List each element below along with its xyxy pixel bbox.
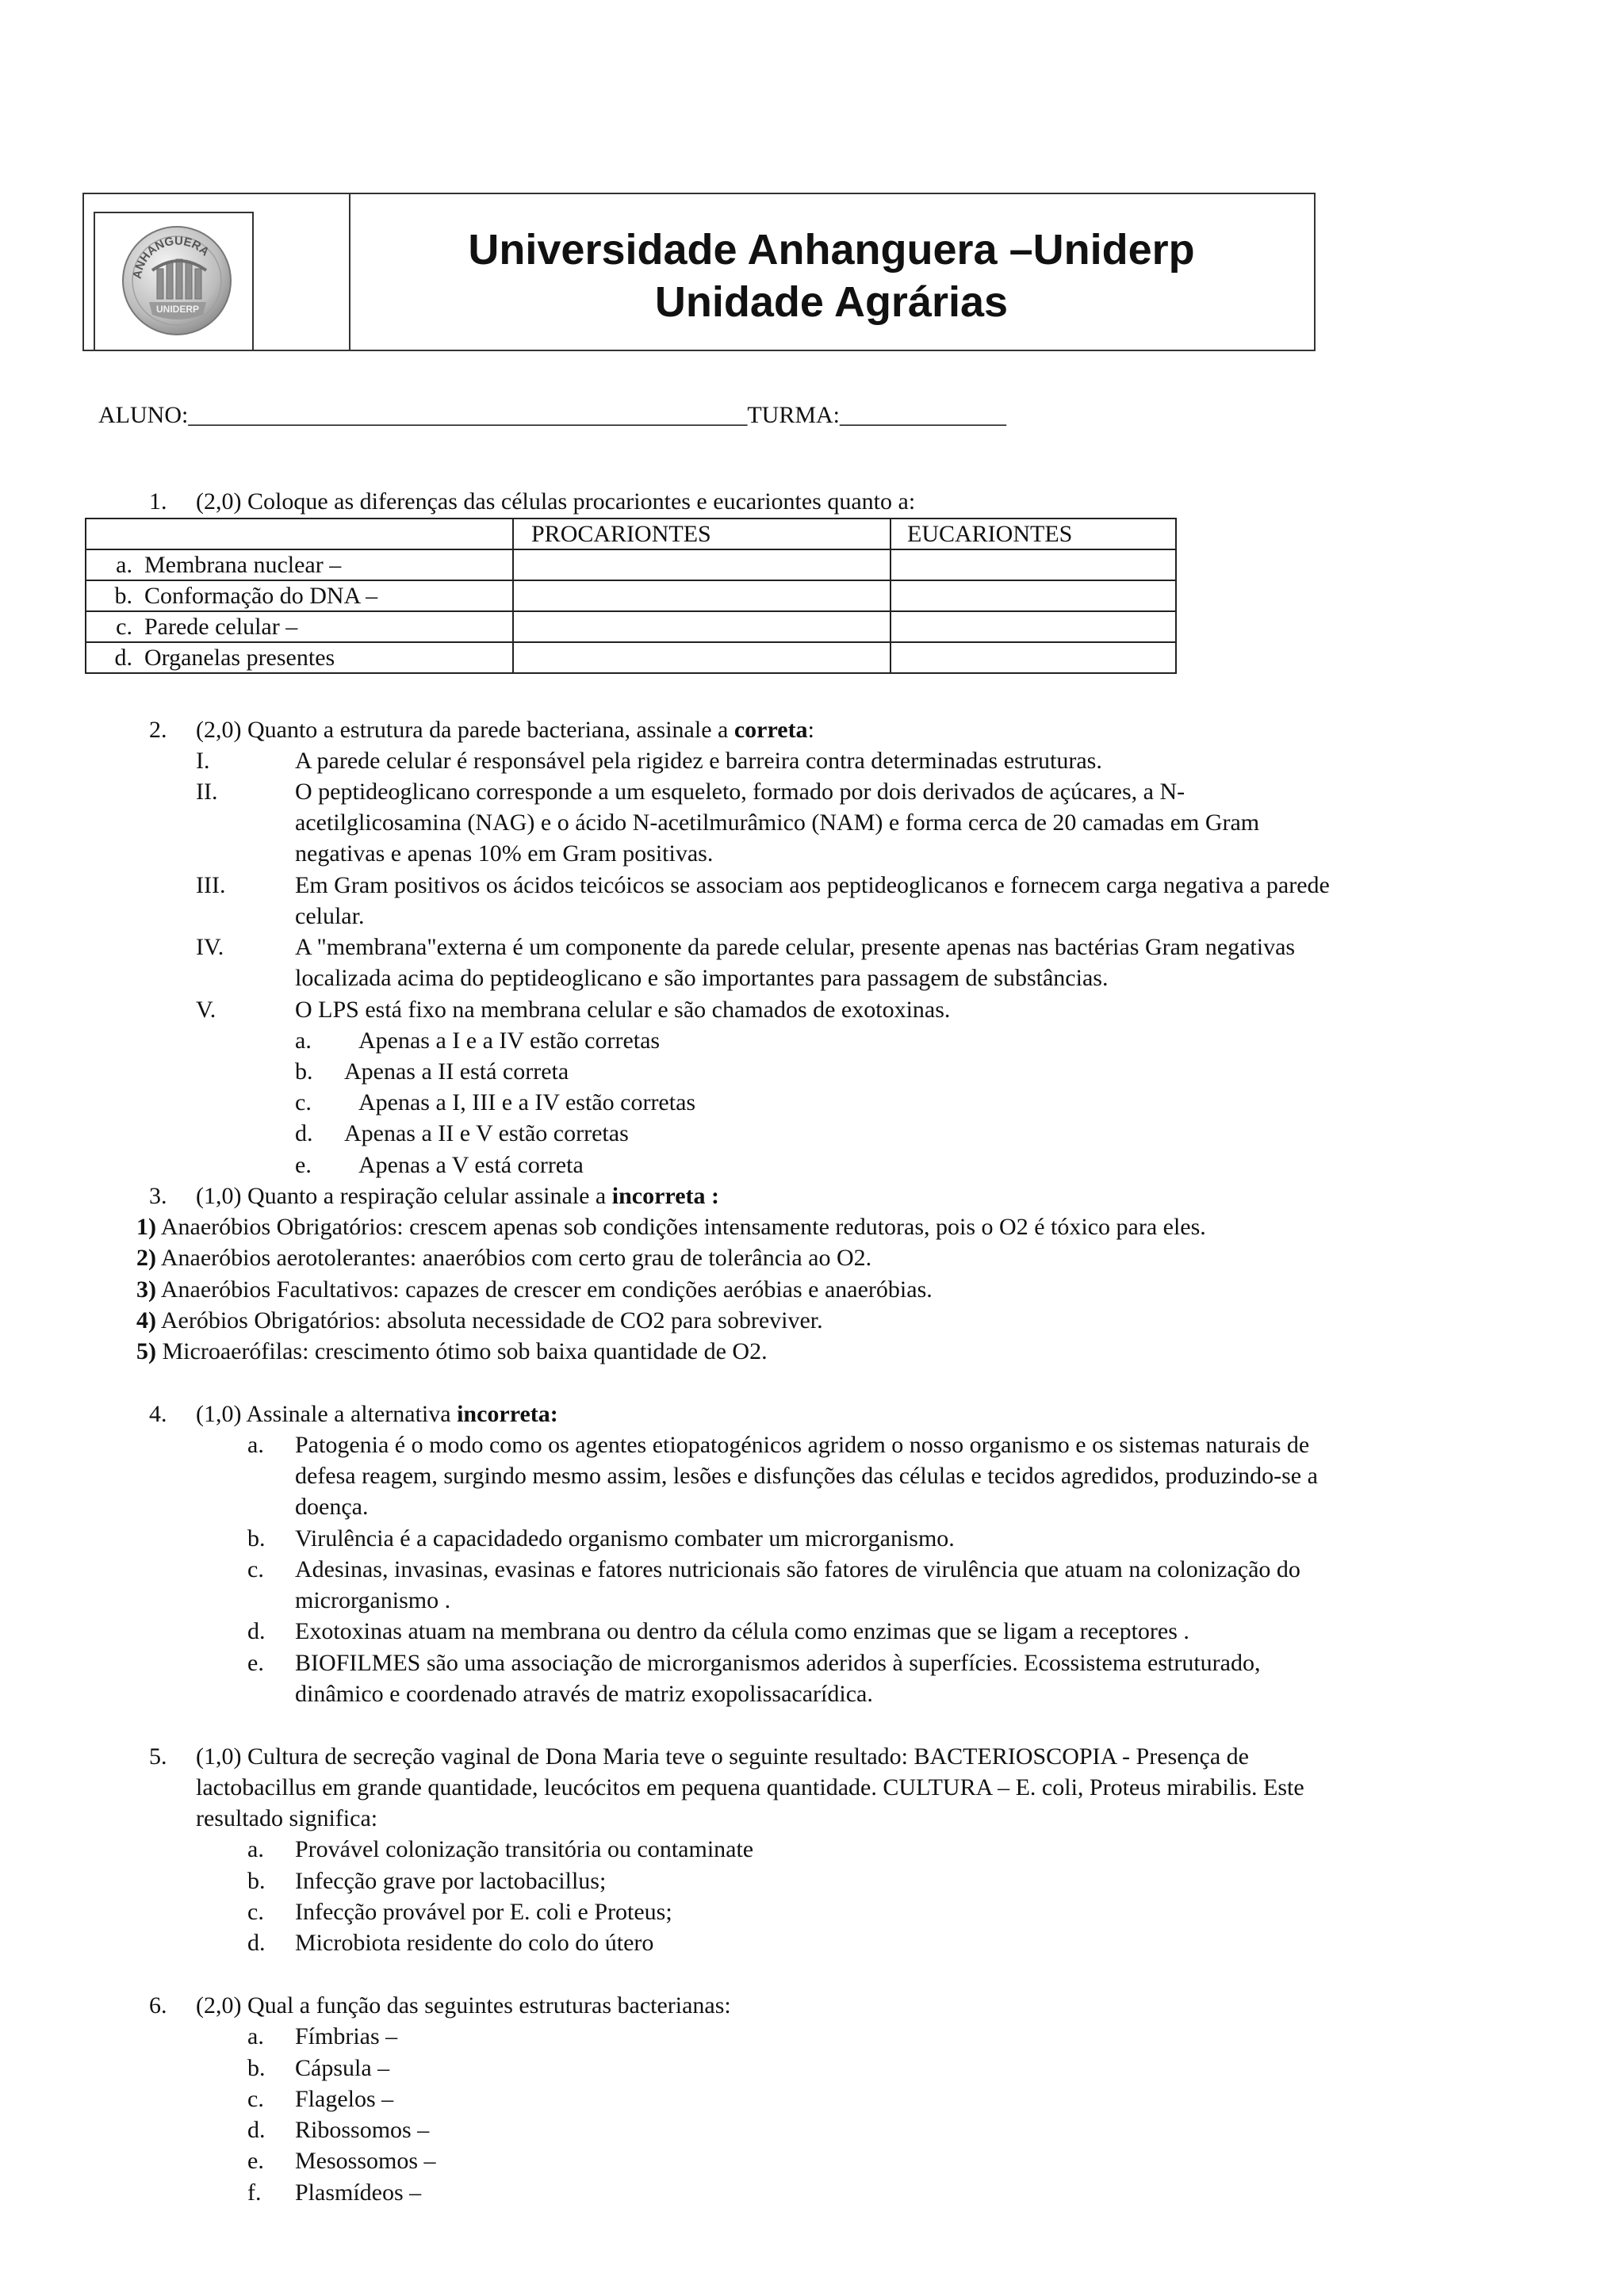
option-letter: e. xyxy=(247,2148,264,2174)
answer-option-line: defesa reagem, surgindo mesmo assim, lesões e disfunções das células e tecidos agredidos, produzindo-se a xyxy=(295,1463,1318,1489)
table-header-empty xyxy=(86,519,513,549)
answer-cell[interactable] xyxy=(891,580,1176,611)
answer-option[interactable]: Apenas a I e a IV estão corretas xyxy=(358,1027,661,1054)
answer-cell[interactable] xyxy=(513,642,891,673)
question-5-line: lactobacillus em grande quantidade, leucócitos em pequena quantidade. CULTURA – E. coli, Proteus mirabilis. Este xyxy=(196,1774,1304,1800)
statement-numeral: II. xyxy=(196,779,218,805)
university-title: Universidade Anhanguera –Uniderp xyxy=(468,226,1195,274)
q3-item: 3) Anaeróbios Facultativos: capazes de crescer em condições aeróbias e anaeróbias. xyxy=(136,1276,933,1303)
option-letter: c. xyxy=(247,1899,264,1925)
statement-line: acetilglicosamina (NAG) e o ácido N-acetilmurâmico (NAM) e forma cerca de 20 camadas em Gram xyxy=(295,809,1260,836)
q3-item: 2) Anaeróbios aerotolerantes: anaeróbios com certo grau de tolerância ao O2. xyxy=(136,1245,872,1271)
option-letter: f. xyxy=(247,2179,262,2206)
answer-option-line: doença. xyxy=(295,1494,369,1520)
student-line xyxy=(98,400,1006,430)
structure-item: Plasmídeos – xyxy=(295,2179,422,2206)
row-label-dna: b. Conformação do DNA – xyxy=(86,580,513,611)
option-letter: d. xyxy=(247,2117,266,2143)
option-letter: a. xyxy=(247,1836,264,1862)
option-letter: d. xyxy=(247,1930,266,1956)
aluno-label: ALUNO: xyxy=(98,402,189,428)
structure-item: Ribossomos – xyxy=(295,2117,430,2143)
structure-item: Flagelos – xyxy=(295,2086,394,2112)
table-row xyxy=(86,580,1176,611)
structure-item: Mesossomos – xyxy=(295,2148,436,2174)
option-letter: e. xyxy=(247,1650,264,1676)
logo-frame xyxy=(94,212,254,350)
table-row xyxy=(86,611,1176,642)
answer-option-line: microrganismo . xyxy=(295,1587,451,1613)
answer-option[interactable]: Patogenia é o modo como os agentes etiopatogénicos agridem o nosso organismo e os sistemas naturais de xyxy=(295,1432,1310,1458)
turma-blank[interactable]: ______________ xyxy=(840,402,1007,428)
svg-text:UNIDERP: UNIDERP xyxy=(155,304,200,315)
table-row xyxy=(86,642,1176,673)
option-letter: a. xyxy=(295,1027,312,1054)
question-2-text: (2,0) Quanto a estrutura da parede bacteriana, assinale a correta: xyxy=(196,717,814,743)
statement-line: localizada acima do peptideoglicano e são importantes para passagem de substâncias. xyxy=(295,965,1109,991)
q3-item: 4) Aeróbios Obrigatórios: absoluta necessidade de CO2 para sobreviver. xyxy=(136,1307,823,1334)
university-logo-icon xyxy=(117,221,236,340)
answer-option[interactable]: Apenas a II está correta xyxy=(344,1058,569,1085)
answer-option[interactable]: Provável colonização transitória ou contaminate xyxy=(295,1836,754,1862)
answer-cell[interactable] xyxy=(513,580,891,611)
option-letter: e. xyxy=(295,1152,312,1178)
answer-option[interactable]: Apenas a II e V estão corretas xyxy=(344,1120,629,1146)
statement-line: A parede celular é responsável pela rigidez e barreira contra determinadas estruturas. xyxy=(295,748,1102,774)
row-label-organelas: d. Organelas presentes xyxy=(86,642,513,673)
question-5-line: resultado significa: xyxy=(196,1805,378,1831)
question-5-line: (1,0) Cultura de secreção vaginal de Dona Maria teve o seguinte resultado: BACTERIOSCOPIA - Presença de xyxy=(196,1743,1249,1770)
option-letter: b. xyxy=(247,1525,266,1552)
statement-line: negativas e apenas 10% em Gram positivas. xyxy=(295,840,714,867)
answer-option[interactable]: BIOFILMES são uma associação de microrganismos aderidos à superfícies. Ecossistema estruturado, xyxy=(295,1650,1261,1676)
unit-title: Unidade Agrárias xyxy=(654,278,1009,326)
question-1-text: (2,0) Coloque as diferenças das células procariontes e eucariontes quanto a: xyxy=(196,488,916,515)
answer-option[interactable]: Exotoxinas atuam na membrana ou dentro da célula como enzimas que se ligam a receptores . xyxy=(295,1618,1189,1644)
structure-item: Fímbrias – xyxy=(295,2023,398,2049)
answer-option[interactable]: Virulência é a capacidadedo organismo combater um microrganismo. xyxy=(295,1525,955,1552)
column-header-eucariontes: EUCARIONTES xyxy=(891,519,1176,549)
aluno-blank[interactable]: _______________________________________________ xyxy=(188,402,748,428)
option-letter: b. xyxy=(247,1868,266,1894)
question-5-number: 5. xyxy=(149,1743,167,1770)
answer-cell[interactable] xyxy=(891,611,1176,642)
answer-option[interactable]: Adesinas, invasinas, evasinas e fatores nutricionais são fatores de virulência que atuam na colonização do xyxy=(295,1556,1300,1582)
option-letter: b. xyxy=(247,2055,266,2081)
svg-text:ANHANGUERA: ANHANGUERA xyxy=(130,234,212,280)
answer-cell[interactable] xyxy=(513,549,891,580)
column-header-procariontes: PROCARIONTES xyxy=(513,519,891,549)
question-6-text: (2,0) Qual a função das seguintes estruturas bacterianas: xyxy=(196,1992,731,2019)
structure-item: Cápsula – xyxy=(295,2055,390,2081)
answer-option-line: dinâmico e coordenado através de matriz exopolissacarídica. xyxy=(295,1681,873,1707)
option-letter: c. xyxy=(295,1089,312,1115)
statement-numeral: V. xyxy=(196,997,216,1023)
answer-cell[interactable] xyxy=(891,642,1176,673)
statement-line: A "membrana"externa é um componente da parede celular, presente apenas nas bactérias Gram negativas xyxy=(295,934,1296,960)
table-header-row xyxy=(86,519,1176,549)
statement-line: O peptideoglicano corresponde a um esqueleto, formado por dois derivados de açúcares, a N- xyxy=(295,779,1185,805)
option-letter: c. xyxy=(247,1556,264,1582)
answer-cell[interactable] xyxy=(513,611,891,642)
answer-option[interactable]: Apenas a V está correta xyxy=(358,1152,584,1178)
option-letter: b. xyxy=(295,1058,313,1085)
answer-option[interactable]: Microbiota residente do colo do útero xyxy=(295,1930,654,1956)
q3-item: 5) Microaerófilas: crescimento ótimo sob baixa quantidade de O2. xyxy=(136,1338,768,1364)
statement-line: celular. xyxy=(295,903,365,929)
question-4-text: (1,0) Assinale a alternativa incorreta: xyxy=(196,1401,558,1427)
statement-line: O LPS está fixo na membrana celular e são chamados de exotoxinas. xyxy=(295,997,951,1023)
question-6-number: 6. xyxy=(149,1992,167,2019)
logo-cell xyxy=(84,194,350,350)
statement-numeral: IV. xyxy=(196,934,224,960)
question-4-number: 4. xyxy=(149,1401,167,1427)
option-letter: d. xyxy=(247,1618,266,1644)
row-label-parede: c. Parede celular – xyxy=(86,611,513,642)
question-3-number: 3. xyxy=(149,1183,167,1209)
answer-option[interactable]: Infecção provável por E. coli e Proteus; xyxy=(295,1899,672,1925)
question-1-number: 1. xyxy=(149,488,167,515)
option-letter: a. xyxy=(247,2023,264,2049)
table-row xyxy=(86,549,1176,580)
q3-item: 1) Anaeróbios Obrigatórios: crescem apenas sob condições intensamente redutoras, pois o O2 é tóxico para eles. xyxy=(136,1214,1206,1240)
option-letter: a. xyxy=(247,1432,264,1458)
row-label-membrana: a. Membrana nuclear – xyxy=(86,549,513,580)
q1-comparison-table xyxy=(85,518,1177,674)
option-letter: c. xyxy=(247,2086,264,2112)
option-letter: d. xyxy=(295,1120,313,1146)
answer-cell[interactable] xyxy=(891,549,1176,580)
question-3-text: (1,0) Quanto a respiração celular assinale a incorreta : xyxy=(196,1183,719,1209)
statement-numeral: I. xyxy=(196,748,210,774)
answer-option[interactable]: Apenas a I, III e a IV estão corretas xyxy=(358,1089,696,1115)
question-2-number: 2. xyxy=(149,717,167,743)
turma-label: TURMA: xyxy=(747,402,841,428)
document-header xyxy=(82,193,1316,351)
statement-line: Em Gram positivos os ácidos teicóicos se associam aos peptideoglicanos e fornecem carga negativa a parede xyxy=(295,872,1330,898)
answer-option[interactable]: Infecção grave por lactobacillus; xyxy=(295,1868,607,1894)
statement-numeral: III. xyxy=(196,872,226,898)
